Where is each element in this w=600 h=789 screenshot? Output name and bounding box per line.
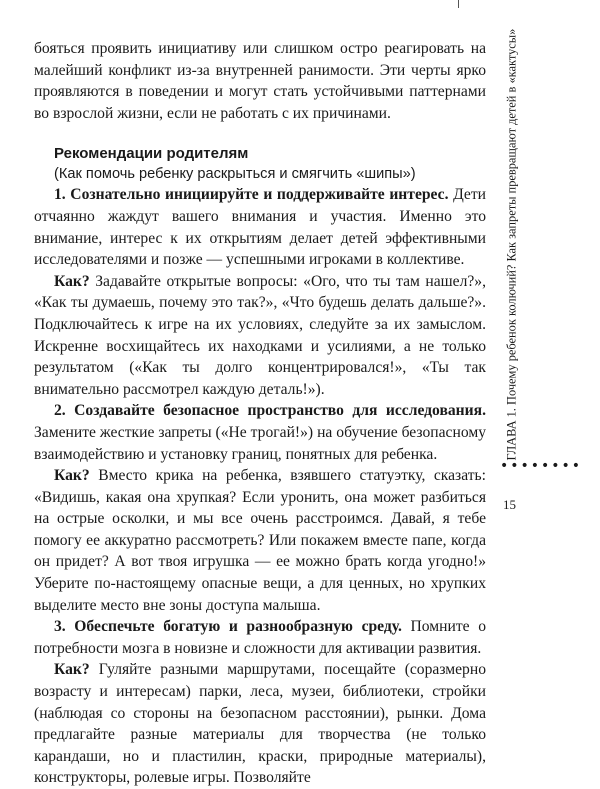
- margin-dots: ••••••••: [500, 458, 583, 474]
- running-head-text: ГЛАВА 1. Почему ребенок колючий? Как запреты превращают детей в «кактусы»: [504, 28, 519, 460]
- recommendation-1: [34, 184, 486, 270]
- section-subheading: (Как помочь ребенку раскрыться и смягчить «шипы»): [54, 166, 416, 183]
- how-paragraph-1: [34, 271, 486, 401]
- recommendation-3: [34, 616, 486, 659]
- how-2-text: Вместо крика на ребенка, взявшего статуэтку, сказать: «Видишь, какая она хрупкая? Если уронить, она может разбиться на острые осколки, и мы все очень расстроимся. Давай, я тебе помогу ее аккуратно рассмотреть? Или покажем вместе папе, когда он придет? А вот твоя игрушка — ее можно брать когда угодно!» Уберите по-настоящему опасные вещи, а для ценных, но хрупких выделите место вне зоны доступа малыша.: [34, 467, 486, 614]
- how-paragraph-2: [34, 465, 486, 616]
- recommendation-1-text: Дети отчаянно жаждут вашего внимания и участия. Именно это внимание, интерес к их открытиям делает детей эффективными исследователями и позже — успешными игроками в коллективе.: [34, 186, 487, 269]
- how-3-text: Гуляйте разными маршрутами, посещайте (соразмерно возрасту и интересам) парки, леса, музеи, библиотеки, стройки (наблюдая со стороны на безопасном расстоянии), рынки. Дома предлагайте разные материалы для творчества (не только карандаши, но и пластилин, краски, природные материалы), конструкторы, ролевые игры. Позволяйте: [34, 661, 486, 787]
- recommendation-3-text: Помните о потребности мозга в новизне и сложности для активации развития.: [34, 618, 486, 657]
- intro-paragraph: бояться проявить инициативу или слишком остро реагировать на малейший конфликт из-за внутренней ранимости. Эти черты ярко проявляются в поведении и могут стать устойчивыми паттернами во взрослой жизни, если не работать с их причинами.: [34, 40, 486, 122]
- main-text-column: [34, 38, 486, 789]
- recommendation-3-lead: 3. Обеспечьте богатую и разнообразную среду.: [54, 618, 402, 636]
- recommendation-1-lead: 1. Сознательно инициируйте и поддерживайте интерес.: [54, 186, 449, 204]
- how-1-lead: Как?: [54, 272, 90, 290]
- how-2-lead: Как?: [54, 467, 90, 485]
- how-3-lead: Как?: [54, 661, 90, 679]
- recommendation-2: [34, 400, 486, 465]
- recommendation-2-lead: 2. Создавайте безопасное пространство для исследования.: [54, 402, 486, 420]
- recommendation-2-text: Замените жесткие запреты («Не трогай!») на обучение безопасному взаимодействию и установку границ, понятных для ребенка.: [34, 423, 486, 463]
- running-head: [492, 28, 532, 460]
- section-heading: Рекомендации родителям: [54, 145, 249, 163]
- how-paragraph-3: [34, 659, 486, 789]
- how-1-text: Задавайте открытые вопросы: «Ого, что ты там нашел?», «Как ты думаешь, почему это так?», «Что будешь делать дальше?». Подключайтесь к игре на их условиях, следуйте за их замыслом. Искренне восхищайтесь их находками и усилиями, а не только результатом («Как ты долго концентрировался!», «Ты так внимательно рассмотрел каждую деталь!»).: [34, 272, 486, 398]
- page-number: 15: [503, 497, 516, 512]
- page-edge-mark: [458, 0, 459, 8]
